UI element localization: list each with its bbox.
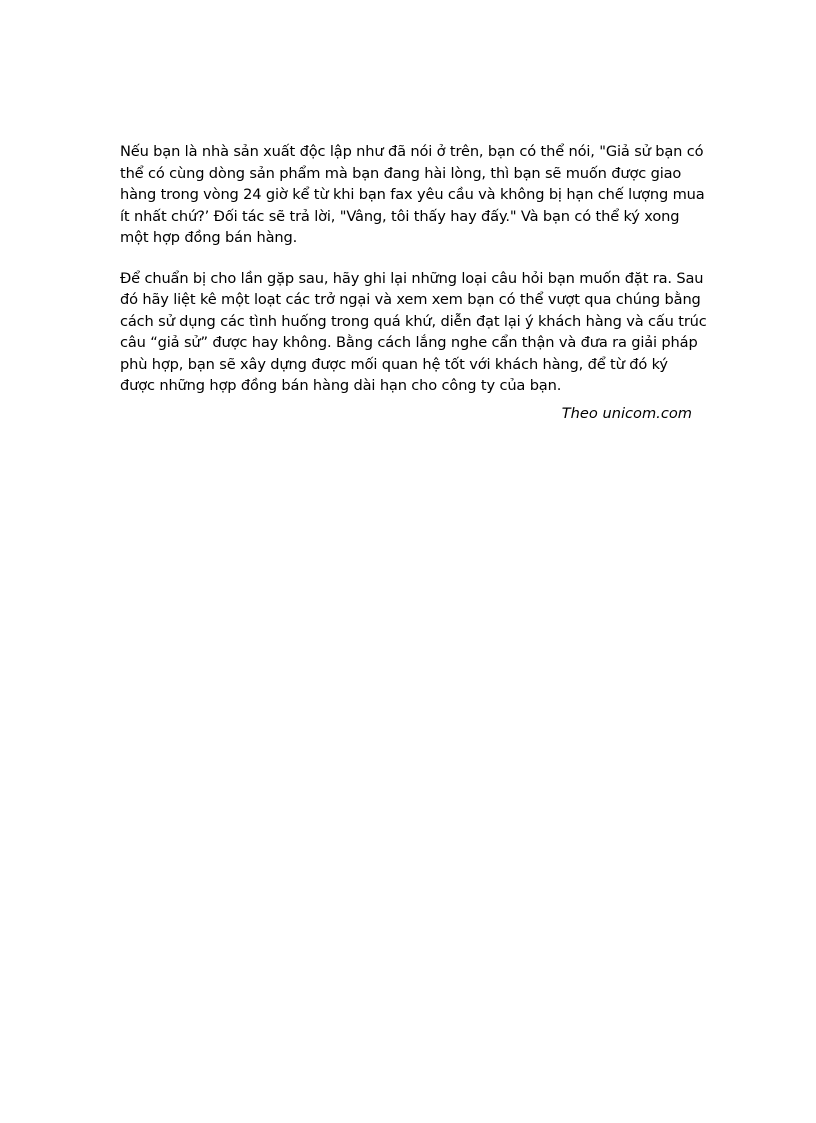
paragraph-line: được những hợp đồng bán hàng dài hạn cho công ty của bạn. <box>120 377 562 394</box>
paragraph-line: cách sử dụng các tình huống trong quá khứ, diễn đạt lại ý khách hàng và cấu trúc <box>120 312 707 330</box>
source-attribution: Theo unicom.com <box>561 404 692 422</box>
paragraph-line: phù hợp, bạn sẽ xây dựng được mối quan hệ tốt với khách hàng, để từ đó ký <box>120 355 668 373</box>
paragraph-line: Để chuẩn bị cho lần gặp sau, hãy ghi lại những loại câu hỏi bạn muốn đặt ra. Sau <box>120 269 704 287</box>
paragraph-line: thể có cùng dòng sản phẩm mà bạn đang hài lòng, thì bạn sẽ muốn được giao <box>120 164 682 182</box>
paragraph-line: câu “giả sử” được hay không. Bằng cách lắng nghe cẩn thận và đưa ra giải pháp <box>120 334 698 351</box>
paragraph-line: đó hãy liệt kê một loạt các trở ngại và xem xem bạn có thể vượt qua chúng bằng <box>120 291 701 308</box>
paragraph-1 <box>120 141 705 249</box>
paragraph-line: một hợp đồng bán hàng. <box>120 229 298 246</box>
paragraph-line: hàng trong vòng 24 giờ kể từ khi bạn fax yêu cầu và không bị hạn chế lượng mua <box>120 186 705 203</box>
paragraph-line: ít nhất chứ?’ Đối tác sẽ trả lời, "Vâng, tôi thấy hay đấy." Và bạn có thể ký xong <box>120 207 680 225</box>
paragraph-line: Nếu bạn là nhà sản xuất độc lập như đã nói ở trên, bạn có thể nói, "Giả sử bạn có <box>120 143 704 160</box>
paragraph-2 <box>120 268 707 397</box>
document-page <box>120 141 707 424</box>
